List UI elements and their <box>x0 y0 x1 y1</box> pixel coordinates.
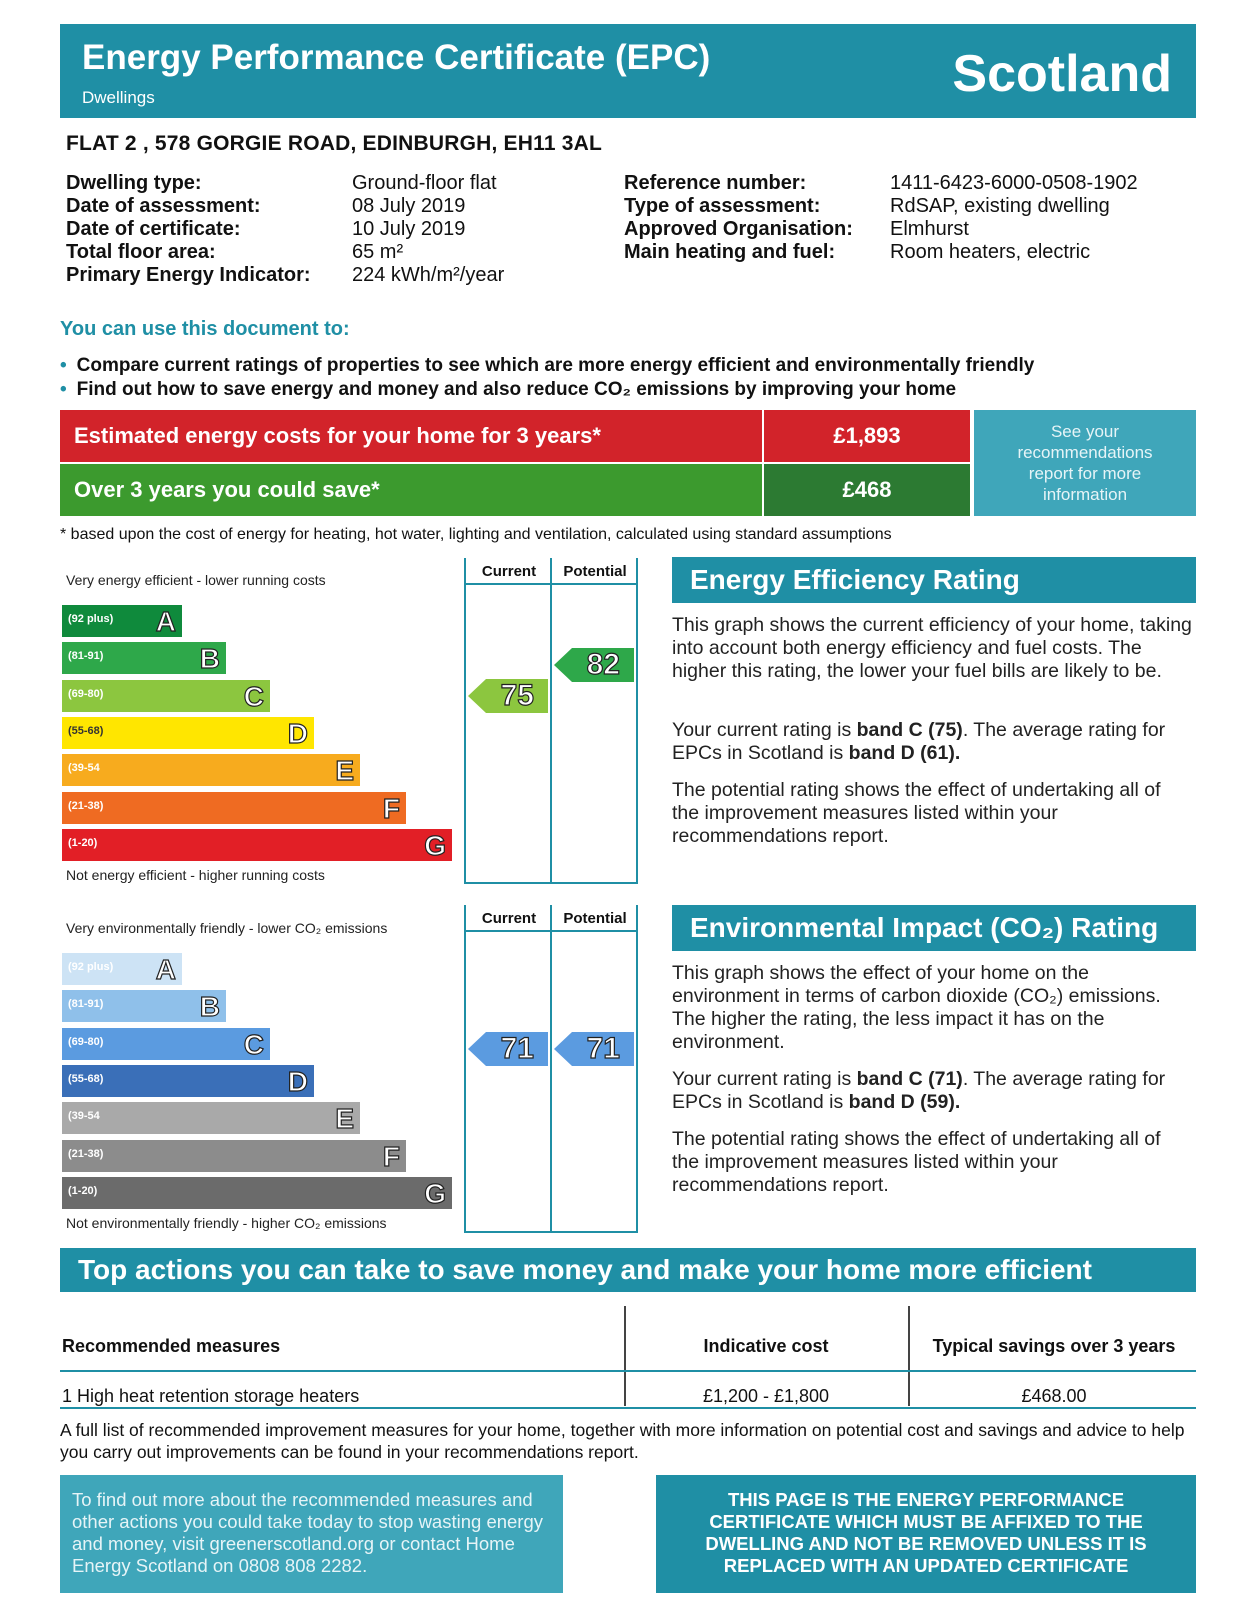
bullet-dot-icon: • <box>60 355 67 376</box>
savings-value <box>764 464 970 516</box>
estimated-cost-value-text: £1,893 <box>833 423 901 448</box>
chart-divider <box>464 558 466 884</box>
detail-label: Type of assessment: <box>624 195 821 217</box>
usage-bullet <box>60 355 1034 377</box>
band-range: (92 plus) <box>68 961 114 973</box>
usage-bullet-text: Compare current ratings of properties to see which are more energy efficient and environmentally friendly <box>76 355 1035 376</box>
column-current: Current <box>481 563 537 580</box>
table-cell-savings: £468.00 <box>1021 1386 1087 1406</box>
bullet-dot-icon: • <box>60 379 67 400</box>
property-address: FLAT 2 , 578 GORGIE ROAD, EDINBURGH, EH11 3AL <box>66 132 603 155</box>
detail-date-certificate <box>66 217 241 241</box>
certificate-warning: THIS PAGE IS THE ENERGY PERFORMANCE CERTIFICATE WHICH MUST BE AFFIXED TO THE DWELLING AND NOT BE REMOVED UNLESS IT IS REPLACED WITH AN UPDATED CERTIFICATE <box>656 1475 1196 1593</box>
rating-band-f <box>62 792 406 824</box>
rating-value: 82 <box>586 647 620 681</box>
current-band: band C (75) <box>856 719 963 741</box>
detail-value: Ground-floor flat <box>352 172 497 194</box>
potential-rating-arrow <box>554 1032 634 1066</box>
chart-divider <box>636 905 638 1233</box>
detail-value: Room heaters, electric <box>890 241 1091 263</box>
table-cell-measure: 1 High heat retention storage heaters <box>62 1386 360 1406</box>
table-header-savings: Typical savings over 3 years <box>932 1336 1176 1356</box>
column-potential: Potential <box>563 910 627 927</box>
table-header-measures: Recommended measures <box>62 1336 281 1356</box>
average-band: band D (61). <box>848 742 961 764</box>
paragraph-text: Your current rating is <box>672 719 857 741</box>
chart-divider <box>464 930 638 932</box>
environmental-rating-current <box>672 1068 1192 1114</box>
detail-label: Main heating and fuel: <box>624 241 836 263</box>
paragraph-text: Your current rating is <box>672 1068 857 1090</box>
estimated-cost-label <box>60 410 762 462</box>
document-subtitle: Dwellings <box>82 88 155 107</box>
rating-band-e <box>62 754 360 786</box>
detail-label: Total floor area: <box>66 241 216 263</box>
savings-label <box>60 464 762 516</box>
rating-value: 75 <box>500 678 534 712</box>
usage-bullet-text: Find out how to save energy and money and also reduce CO₂ emissions by improving your home <box>76 379 957 400</box>
band-letter: F <box>382 792 400 824</box>
band-range: (21-38) <box>68 1147 104 1160</box>
estimated-cost-value <box>764 410 970 462</box>
detail-value: 65 m² <box>352 241 404 263</box>
detail-dwelling-type <box>66 171 202 195</box>
current-band: band C (71) <box>856 1068 963 1090</box>
cost-footnote: * based upon the cost of energy for heating, hot water, lighting and ventilation, calculated using standard assumptions <box>60 526 892 543</box>
rating-band-c <box>62 1028 270 1060</box>
environmental-rating-title: Environmental Impact (CO₂) Rating <box>672 905 1196 951</box>
detail-reference <box>624 171 806 195</box>
detail-value: 224 kWh/m²/year <box>352 264 505 286</box>
table-cell-cost: £1,200 - £1,800 <box>702 1386 830 1406</box>
detail-organisation <box>624 217 853 241</box>
band-letter: C <box>243 680 264 712</box>
band-letter: D <box>287 1065 308 1097</box>
band-letter: D <box>287 717 308 749</box>
rating-band-g <box>62 829 452 861</box>
rating-value: 71 <box>500 1032 534 1066</box>
rating-band-g <box>62 1177 452 1209</box>
detail-label: Date of certificate: <box>66 218 241 240</box>
band-range: (1-20) <box>68 1184 98 1197</box>
energy-rating-title: Energy Efficiency Rating <box>672 557 1196 603</box>
country-label: Scotland <box>952 45 1172 103</box>
rating-band-c <box>62 680 270 712</box>
rating-band-d <box>62 1065 314 1097</box>
detail-label: Date of assessment: <box>66 195 261 217</box>
rating-value: 71 <box>586 1032 620 1066</box>
band-range: (39-54 <box>68 1110 100 1123</box>
rating-band-a <box>62 605 182 637</box>
rating-band-d <box>62 717 314 749</box>
detail-label: Approved Organisation: <box>624 218 853 240</box>
energy-rating-description: This graph shows the current efficiency of your home, taking into account both energy efficiency and fuel costs. The higher this rating, the lower your fuel bills are likely to be. <box>672 614 1192 682</box>
paragraph-text: . The average rating for EPCs in Scotland is <box>672 1068 1166 1113</box>
detail-primary-energy <box>66 263 311 287</box>
band-range: (1-20) <box>68 836 98 849</box>
detail-value: Elmhurst <box>890 218 969 240</box>
recommendations-note <box>974 410 1196 516</box>
savings-value-text: £468 <box>842 477 892 502</box>
table-header-cost: Indicative cost <box>703 1336 829 1356</box>
band-range: (69-80) <box>68 1035 104 1048</box>
detail-label: Reference number: <box>624 172 807 194</box>
detail-date-assessment <box>66 194 261 218</box>
detail-value: 1411-6423-6000-0508-1902 <box>890 172 1138 194</box>
potential-rating-arrow <box>554 648 634 682</box>
band-letter: F <box>382 1140 400 1172</box>
band-range: (81-91) <box>68 998 104 1011</box>
band-range: (21-38) <box>68 799 104 812</box>
detail-value: RdSAP, existing dwelling <box>890 195 1110 217</box>
band-range: (69-80) <box>68 687 104 700</box>
paragraph-text: . The average rating for EPCs in Scotland is <box>672 719 1166 764</box>
chart-divider <box>550 558 552 884</box>
rating-band-f <box>62 1140 406 1172</box>
environmental-rating-potential: The potential rating shows the effect of undertaking all of the improvement measures listed within your recommendations report. <box>672 1128 1161 1196</box>
band-range: (81-91) <box>68 650 104 663</box>
detail-label: Primary Energy Indicator: <box>66 264 311 286</box>
band-range: (55-68) <box>68 724 104 737</box>
column-potential: Potential <box>563 563 627 580</box>
savings-label-text: Over 3 years you could save* <box>74 477 380 502</box>
top-actions-title: Top actions you can take to save money and make your home more efficient <box>60 1248 1196 1292</box>
info-box: To find out more about the recommended measures and other actions you could take today to stop wasting energy and money, visit greenerscotland.org or contact Home Energy Scotland on 0808 808 2282. <box>60 1475 563 1593</box>
table-divider <box>60 1407 1196 1409</box>
chart-divider <box>464 905 466 1233</box>
rating-band-b <box>62 990 226 1022</box>
chart-divider <box>464 1231 638 1233</box>
detail-floor-area <box>66 240 216 264</box>
detail-value: 10 July 2019 <box>352 218 466 240</box>
chart-divider <box>464 583 638 585</box>
band-letter: G <box>424 1177 446 1209</box>
band-letter: E <box>335 1103 354 1135</box>
band-letter: A <box>155 606 176 637</box>
energy-rating-potential: The potential rating shows the effect of undertaking all of the improvement measures listed within your recommendations report. <box>672 779 1161 847</box>
chart-divider <box>550 905 552 1233</box>
band-range: (92 plus) <box>68 613 114 625</box>
rating-band-e <box>62 1102 360 1134</box>
full-list-note: A full list of recommended improvement measures for your home, together with more information on potential cost and savings and advice to help you carry out improvements can be found in your recommendations report. <box>60 1420 1185 1462</box>
estimated-cost-label-text: Estimated energy costs for your home for 3 years* <box>74 423 601 448</box>
band-letter: B <box>199 643 220 675</box>
recommendations-note-text: See your recommendations report for more information <box>1017 422 1153 504</box>
current-rating-arrow <box>468 679 548 713</box>
band-letter: C <box>243 1028 264 1060</box>
detail-value: 08 July 2019 <box>352 195 466 217</box>
detail-label: Dwelling type: <box>66 172 202 194</box>
detail-heating <box>624 240 835 264</box>
band-letter: E <box>335 755 354 787</box>
rating-band-a <box>62 953 182 985</box>
chart-divider <box>464 882 638 884</box>
band-letter: G <box>424 829 446 861</box>
chart-bottom-text: Not environmentally friendly - higher CO₂ emissions <box>66 1215 387 1231</box>
band-range: (39-54 <box>68 762 100 775</box>
energy-rating-current <box>672 719 1192 765</box>
table-divider <box>60 1370 1196 1372</box>
current-rating-arrow <box>468 1032 548 1066</box>
usage-title: You can use this document to: <box>60 318 350 340</box>
environmental-rating-description: This graph shows the effect of your home on the environment in terms of carbon dioxide (CO₂) emissions. The higher the rating, the less impact it has on the environment. <box>672 962 1161 1053</box>
band-letter: B <box>199 991 220 1023</box>
rating-band-b <box>62 642 226 674</box>
document-title: Energy Performance Certificate (EPC) <box>82 38 711 77</box>
band-range: (55-68) <box>68 1072 104 1085</box>
chart-bottom-text: Not energy efficient - higher running costs <box>66 867 325 883</box>
average-band: band D (59). <box>848 1091 961 1113</box>
column-current: Current <box>481 910 537 927</box>
usage-bullet <box>60 379 956 401</box>
chart-top-text: Very energy efficient - lower running costs <box>66 572 326 588</box>
chart-top-text: Very environmentally friendly - lower CO₂ emissions <box>66 920 388 936</box>
band-letter: A <box>155 954 176 985</box>
detail-assessment-type <box>624 194 820 218</box>
chart-divider <box>636 558 638 884</box>
epc-header <box>60 24 1196 118</box>
